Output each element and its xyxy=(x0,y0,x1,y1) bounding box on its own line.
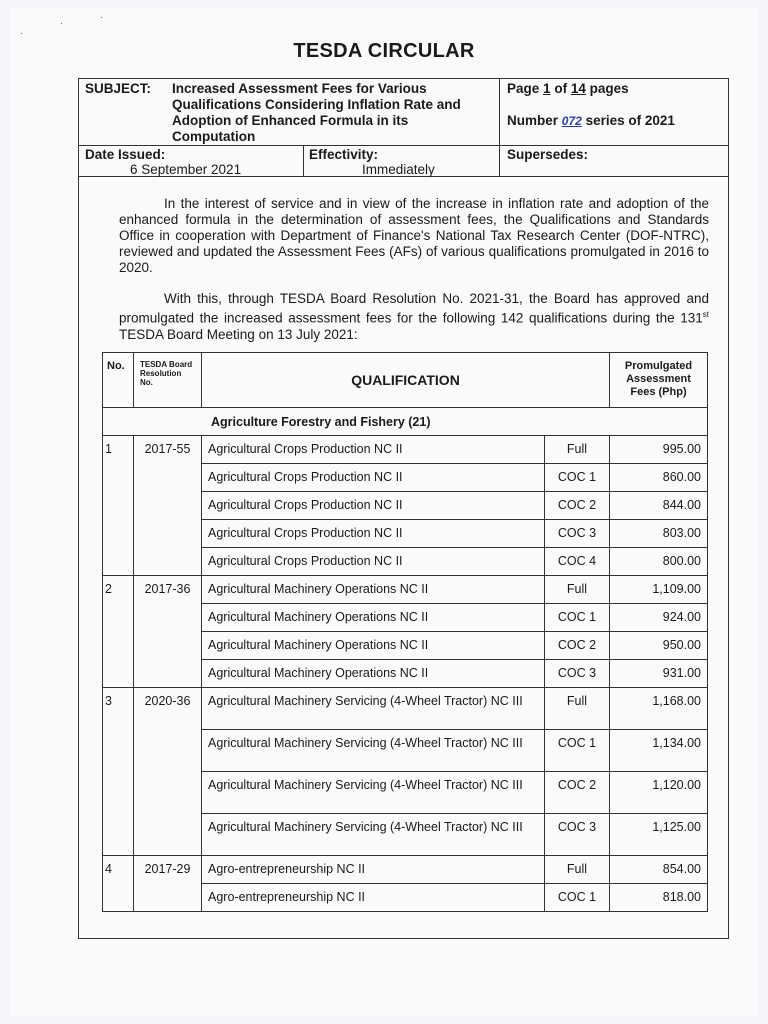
assessment-fee: 818.00 xyxy=(610,884,708,912)
table-row xyxy=(103,576,708,604)
table-row xyxy=(103,436,708,464)
table-body xyxy=(103,436,708,912)
resolution-number: 2020-36 xyxy=(134,688,202,730)
assessment-fee-table xyxy=(102,352,708,912)
assessment-type: COC 2 xyxy=(545,632,610,660)
table-row xyxy=(103,856,708,884)
table-row xyxy=(103,772,708,814)
assessment-fee: 995.00 xyxy=(610,436,708,464)
row-number xyxy=(103,730,134,772)
table-row xyxy=(103,688,708,730)
col-header-fee: Promulgated Assessment Fees (Php) xyxy=(610,353,708,408)
qualification-name: Agricultural Machinery Operations NC II xyxy=(202,660,545,688)
table-row xyxy=(103,884,708,912)
row-number xyxy=(103,660,134,688)
table-row xyxy=(103,548,708,576)
qualification-name: Agricultural Machinery Operations NC II xyxy=(202,576,545,604)
qualification-name: Agricultural Machinery Servicing (4-Wheel Tractor) NC III xyxy=(202,814,545,856)
header-divider xyxy=(303,145,304,177)
row-number xyxy=(103,520,134,548)
qualification-name: Agricultural Machinery Servicing (4-Wheel Tractor) NC III xyxy=(202,772,545,814)
row-number xyxy=(103,814,134,856)
qualification-name: Agricultural Crops Production NC II xyxy=(202,464,545,492)
assessment-fee: 844.00 xyxy=(610,492,708,520)
subject-label: SUBJECT: xyxy=(85,81,152,96)
assessment-type: COC 3 xyxy=(545,660,610,688)
row-number xyxy=(103,492,134,520)
row-number: 4 xyxy=(103,856,134,884)
row-number xyxy=(103,548,134,576)
resolution-number xyxy=(134,814,202,856)
assessment-fee: 1,134.00 xyxy=(610,730,708,772)
assessment-type: Full xyxy=(545,436,610,464)
effectivity-value: Immediately xyxy=(362,162,435,177)
assessment-fee: 924.00 xyxy=(610,604,708,632)
category-label: Agriculture Forestry and Fishery (21) xyxy=(103,408,708,436)
assessment-fee: 1,168.00 xyxy=(610,688,708,730)
table-row xyxy=(103,814,708,856)
effectivity-label: Effectivity: xyxy=(309,147,379,162)
assessment-type: COC 1 xyxy=(545,884,610,912)
qualification-name: Agricultural Machinery Servicing (4-Wheel Tractor) NC III xyxy=(202,688,545,730)
row-number: 3 xyxy=(103,688,134,730)
supersedes-label: Supersedes: xyxy=(507,147,589,162)
qualification-name: Agricultural Crops Production NC II xyxy=(202,436,545,464)
page-count: Page 1 of 14 pages xyxy=(507,81,629,96)
assessment-type: COC 3 xyxy=(545,520,610,548)
resolution-number xyxy=(134,730,202,772)
assessment-type: Full xyxy=(545,856,610,884)
col-header-no: No. xyxy=(103,353,134,408)
handwritten-number: 072 xyxy=(561,114,582,128)
qualification-name: Agricultural Machinery Operations NC II xyxy=(202,604,545,632)
assessment-fee: 1,120.00 xyxy=(610,772,708,814)
table-header-row xyxy=(103,353,708,408)
table-row xyxy=(103,660,708,688)
resolution-number xyxy=(134,604,202,632)
assessment-type: Full xyxy=(545,688,610,730)
assessment-fee: 854.00 xyxy=(610,856,708,884)
resolution-number xyxy=(134,464,202,492)
qualification-name: Agro-entrepreneurship NC II xyxy=(202,856,545,884)
assessment-fee: 860.00 xyxy=(610,464,708,492)
resolution-number xyxy=(134,660,202,688)
intro-paragraph: In the interest of service and in view of the increase in inflation rate and adoption of the enhanced formula in the determination of assessment fees, the Qualifications and Standards Office in cooperation with Department of Finance's National Tax Research Center (DOF-NTRC), reviewed and updated the Assessment Fees (AFs) of various qualifications promulgated in 2016 to 2020. xyxy=(119,196,709,275)
col-header-qualification: QUALIFICATION xyxy=(202,353,610,408)
resolution-number: 2017-36 xyxy=(134,576,202,604)
subject-text: Increased Assessment Fees for Various Qualifications Considering Inflation Rate and Adoption of Enhanced Formula in its Computation xyxy=(172,81,461,144)
assessment-type: COC 2 xyxy=(545,772,610,814)
assessment-fee: 950.00 xyxy=(610,632,708,660)
scan-speck: · xyxy=(20,28,23,38)
table-row xyxy=(103,520,708,548)
resolution-number xyxy=(134,772,202,814)
assessment-type: COC 1 xyxy=(545,464,610,492)
row-number: 2 xyxy=(103,576,134,604)
resolution-paragraph: With this, through TESDA Board Resolution No. 2021-31, the Board has approved and promulgated the increased assessment fees for the following 142 qualifications during the 131st TESDA Board Meeting on 13 July 2021: xyxy=(119,291,709,342)
row-number xyxy=(103,884,134,912)
assessment-fee: 803.00 xyxy=(610,520,708,548)
assessment-fee: 1,125.00 xyxy=(610,814,708,856)
scan-speck: · xyxy=(100,12,103,22)
qualification-name: Agricultural Crops Production NC II xyxy=(202,492,545,520)
assessment-type: COC 2 xyxy=(545,492,610,520)
resolution-number xyxy=(134,520,202,548)
row-number xyxy=(103,604,134,632)
row-number xyxy=(103,632,134,660)
row-number xyxy=(103,464,134,492)
table-row xyxy=(103,492,708,520)
resolution-number: 2017-55 xyxy=(134,436,202,464)
resolution-number xyxy=(134,884,202,912)
qualification-name: Agricultural Crops Production NC II xyxy=(202,548,545,576)
qualification-name: Agro-entrepreneurship NC II xyxy=(202,884,545,912)
assessment-type: COC 1 xyxy=(545,730,610,772)
date-issued-value: 6 September 2021 xyxy=(130,162,242,177)
assessment-fee: 800.00 xyxy=(610,548,708,576)
row-number: 1 xyxy=(103,436,134,464)
table-row xyxy=(103,604,708,632)
date-issued-label: Date Issued: xyxy=(85,147,166,162)
table-row xyxy=(103,464,708,492)
qualification-name: Agricultural Machinery Servicing (4-Wheel Tractor) NC III xyxy=(202,730,545,772)
table-row xyxy=(103,632,708,660)
circular-number: Number 072 series of 2021 xyxy=(507,113,675,128)
page-title: TESDA CIRCULAR xyxy=(293,40,475,62)
qualification-name: Agricultural Machinery Operations NC II xyxy=(202,632,545,660)
assessment-type: Full xyxy=(545,576,610,604)
scan-speck: · xyxy=(60,18,63,28)
assessment-type: COC 4 xyxy=(545,548,610,576)
category-row xyxy=(103,408,708,436)
header-divider xyxy=(499,78,500,177)
assessment-fee: 931.00 xyxy=(610,660,708,688)
resolution-number xyxy=(134,492,202,520)
resolution-number xyxy=(134,548,202,576)
assessment-type: COC 1 xyxy=(545,604,610,632)
qualification-name: Agricultural Crops Production NC II xyxy=(202,520,545,548)
assessment-fee: 1,109.00 xyxy=(610,576,708,604)
table-row xyxy=(103,730,708,772)
assessment-type: COC 3 xyxy=(545,814,610,856)
col-header-resolution: TESDA Board Resolution No. xyxy=(134,353,202,408)
resolution-number: 2017-29 xyxy=(134,856,202,884)
header-divider xyxy=(78,145,729,146)
resolution-number xyxy=(134,632,202,660)
row-number xyxy=(103,772,134,814)
